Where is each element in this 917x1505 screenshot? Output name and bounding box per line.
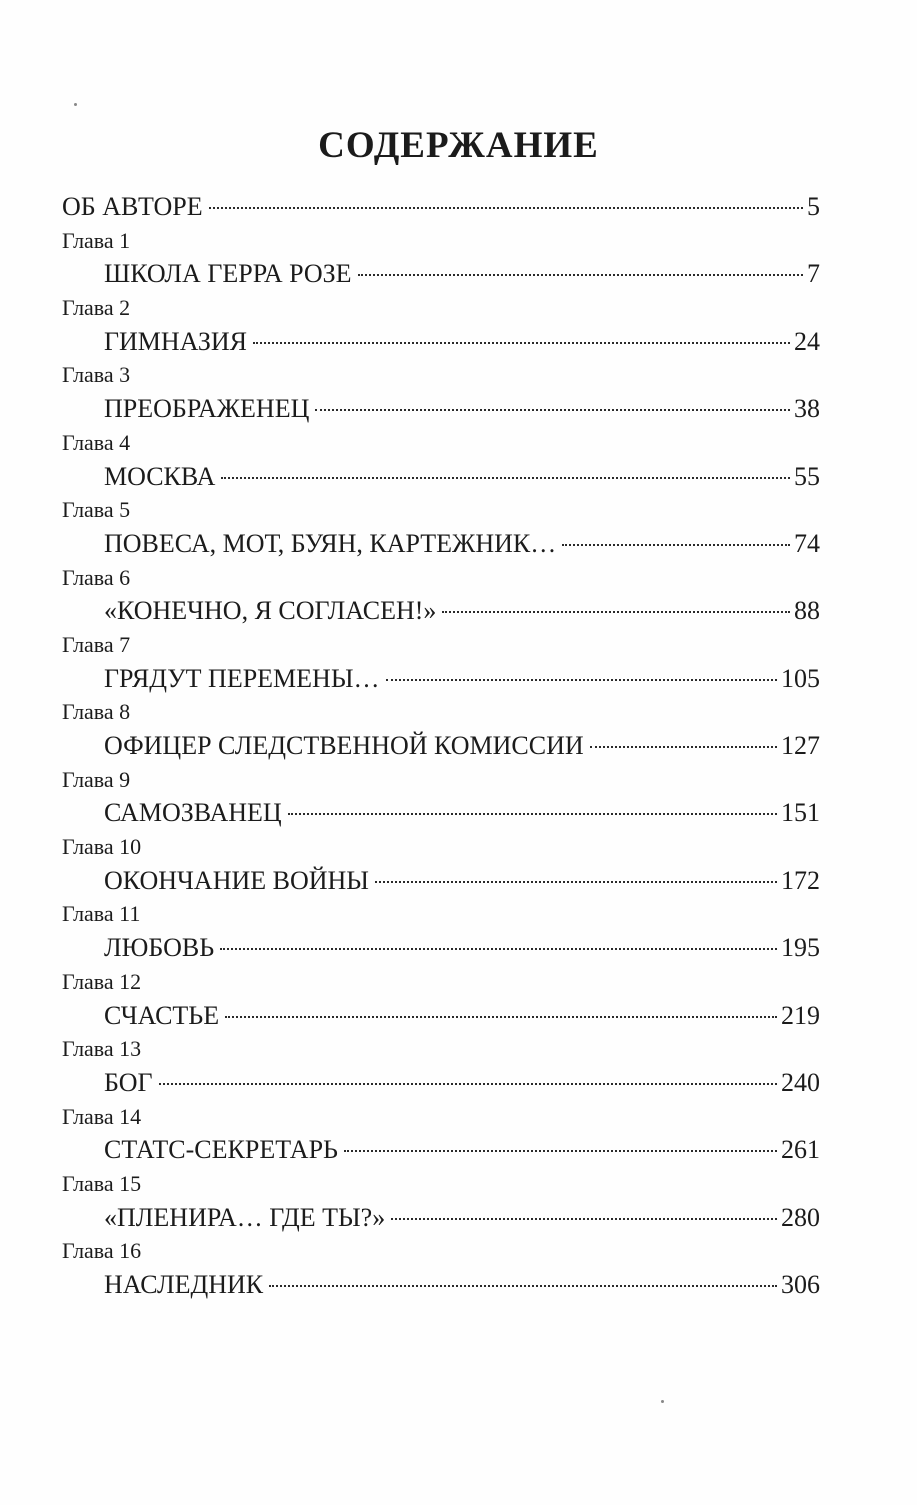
toc-entry-title: НАСЛЕДНИК xyxy=(104,1270,264,1299)
dot-leader xyxy=(225,1016,777,1018)
chapter-label: Глава 13 xyxy=(62,1036,142,1062)
chapter-label: Глава 4 xyxy=(62,429,131,455)
chapter-label: Глава 6 xyxy=(62,564,131,590)
toc-entry-title: ОФИЦЕР СЛЕДСТВЕННОЙ КОМИССИИ xyxy=(104,731,584,760)
toc-entry-title: ПРЕОБРАЖЕНЕЦ xyxy=(104,394,310,424)
dot-leader xyxy=(562,544,790,546)
toc-page-number: 7 xyxy=(807,259,820,289)
toc-page-number: 24 xyxy=(794,326,820,356)
toc-page-number: 5 xyxy=(807,192,820,221)
chapter-label: Глава 8 xyxy=(62,699,131,725)
chapter-label: Глава 1 xyxy=(62,227,131,253)
dot-leader xyxy=(590,746,777,748)
toc-entry[interactable] xyxy=(62,325,820,359)
chapter-label: Глава 9 xyxy=(62,766,131,792)
toc-entry[interactable] xyxy=(62,999,820,1033)
toc-page-number: 88 xyxy=(794,596,820,626)
toc-entry-title: ГРЯДУТ ПЕРЕМЕНЫ… xyxy=(104,663,380,693)
toc-entry-title: ЛЮБОВЬ xyxy=(104,933,215,963)
toc-page-number: 306 xyxy=(781,1270,820,1299)
toc-entry[interactable] xyxy=(62,257,820,291)
toc-page-number: 105 xyxy=(781,663,820,693)
toc-entry-title: МОСКВА xyxy=(104,461,216,491)
chapter-label: Глава 11 xyxy=(62,901,141,927)
toc-entry[interactable] xyxy=(62,594,820,628)
chapter-label: Глава 3 xyxy=(62,362,131,388)
toc-entry-title: «КОНЕЧНО, Я СОГЛАСЕН!» xyxy=(104,596,437,626)
dot-leader xyxy=(209,207,803,209)
toc-entry[interactable] xyxy=(62,931,820,965)
toc-entry-title: ГИМНАЗИЯ xyxy=(104,326,247,356)
dot-leader xyxy=(375,881,777,883)
chapter-label: Глава 7 xyxy=(62,631,131,657)
toc-page-number: 280 xyxy=(781,1202,820,1232)
toc-entry[interactable] xyxy=(62,527,820,561)
toc-page-number: 261 xyxy=(781,1135,820,1165)
chapter-label: Глава 14 xyxy=(62,1103,142,1129)
toc-entry[interactable] xyxy=(62,1133,820,1167)
dot-leader xyxy=(386,679,778,681)
print-speck xyxy=(74,103,77,106)
chapter-label: Глава 5 xyxy=(62,497,131,523)
chapter-label: Глава 2 xyxy=(62,295,131,321)
toc-entry[interactable] xyxy=(62,796,820,830)
chapter-label: Глава 15 xyxy=(62,1170,142,1196)
chapter-label: Глава 10 xyxy=(62,834,142,860)
toc-entry[interactable] xyxy=(62,662,820,696)
toc-entry-title: ПОВЕСА, МОТ, БУЯН, КАРТЕЖНИК… xyxy=(104,528,557,558)
dot-leader xyxy=(288,813,777,815)
toc-page-number: 127 xyxy=(781,731,820,760)
toc-page-number: 74 xyxy=(794,528,820,558)
toc-page-number: 219 xyxy=(781,1000,820,1030)
dot-leader xyxy=(344,1150,777,1152)
toc-entry[interactable] xyxy=(62,460,820,494)
dot-leader xyxy=(442,611,790,613)
toc-entry-about[interactable] xyxy=(62,190,820,224)
toc-entry[interactable] xyxy=(62,1268,820,1302)
toc-entry-title: БОГ xyxy=(104,1067,153,1097)
toc-entry-title: ШКОЛА ГЕРРА РОЗЕ xyxy=(104,259,352,289)
toc-entry[interactable] xyxy=(62,1066,820,1100)
dot-leader xyxy=(220,948,777,950)
toc-entry[interactable] xyxy=(62,729,820,763)
dot-leader xyxy=(358,274,803,276)
chapter-label: Глава 16 xyxy=(62,1238,142,1264)
chapter-list xyxy=(62,224,820,1302)
toc-entry-title: ОКОНЧАНИЕ ВОЙНЫ xyxy=(104,865,369,895)
toc-entry-title: СТАТС-СЕКРЕТАРЬ xyxy=(104,1135,338,1165)
print-speck xyxy=(661,1400,664,1403)
toc-page-number: 240 xyxy=(781,1067,820,1097)
toc-page-number: 55 xyxy=(794,461,820,491)
toc-page-number: 195 xyxy=(781,933,820,963)
dot-leader xyxy=(269,1285,777,1287)
toc-entry[interactable] xyxy=(62,1201,820,1235)
toc-entry-title: САМОЗВАНЕЦ xyxy=(104,798,282,828)
dot-leader xyxy=(391,1218,777,1220)
toc-page-number: 172 xyxy=(781,865,820,895)
toc-entry-title: «ПЛЕНИРА… ГДЕ ТЫ?» xyxy=(104,1202,386,1232)
dot-leader xyxy=(253,342,790,344)
dot-leader xyxy=(221,477,790,479)
dot-leader xyxy=(159,1083,777,1085)
toc-entry[interactable] xyxy=(62,864,820,898)
toc-entry[interactable] xyxy=(62,392,820,426)
dot-leader xyxy=(315,409,790,411)
toc-page-number: 151 xyxy=(781,798,820,828)
toc-entry-title: СЧАСТЬЕ xyxy=(104,1000,220,1030)
toc-page-number: 38 xyxy=(794,394,820,424)
page-title: СОДЕРЖАНИЕ xyxy=(318,125,599,166)
chapter-label: Глава 12 xyxy=(62,968,142,994)
table-of-contents xyxy=(62,190,820,1302)
toc-entry-title: ОБ АВТОРЕ xyxy=(62,192,203,221)
